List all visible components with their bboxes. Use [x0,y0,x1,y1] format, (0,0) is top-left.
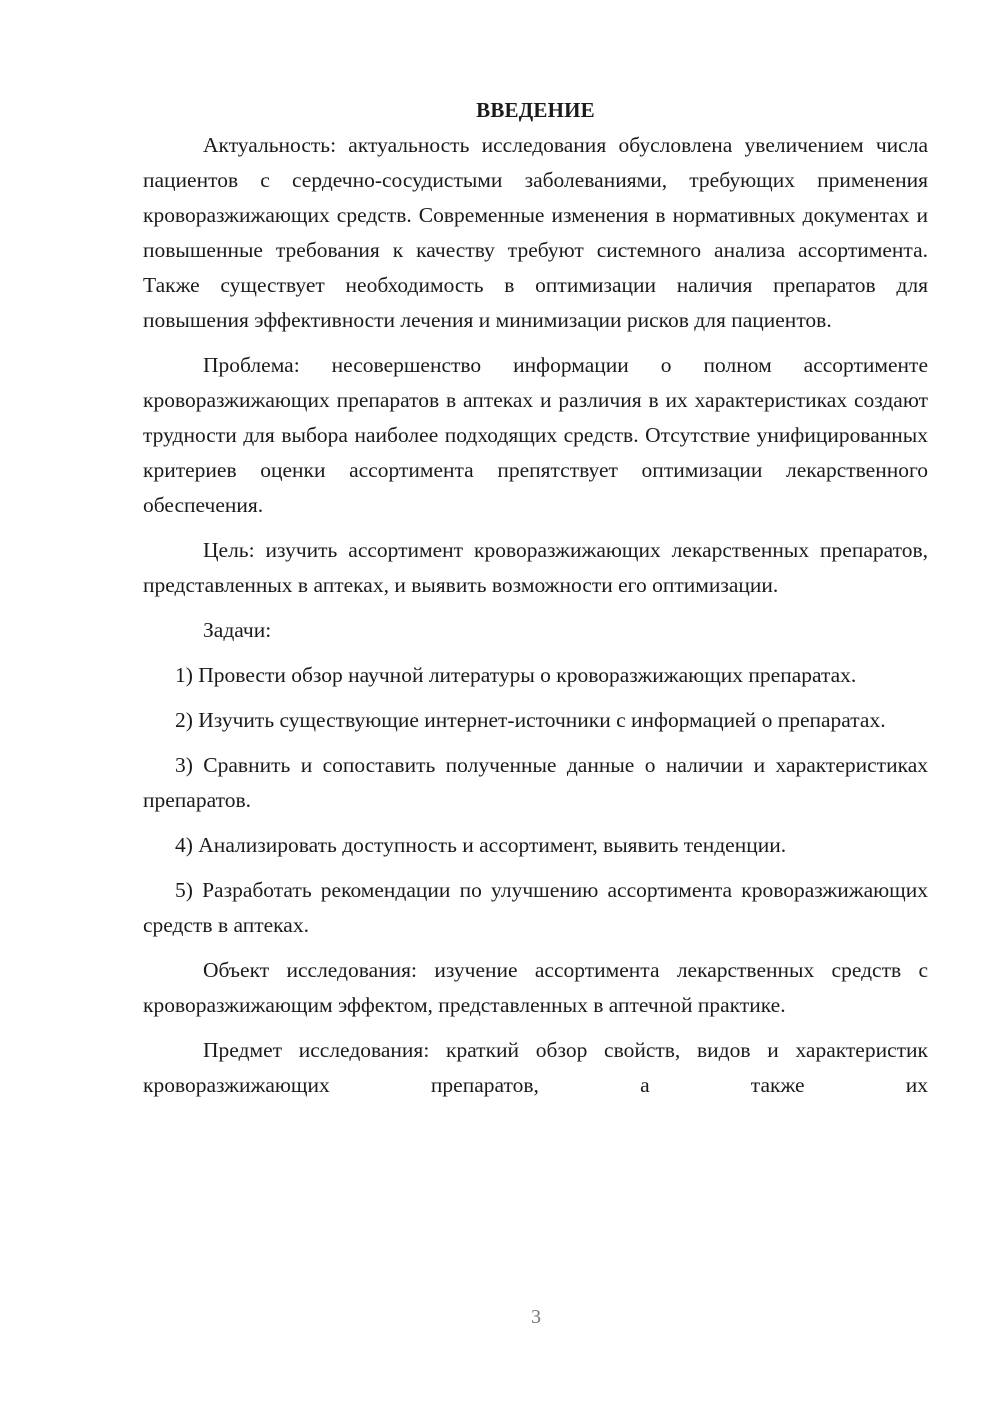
page-number: 3 [531,1306,541,1328]
paragraph-subject: Предмет исследования: краткий обзор свойств, видов и характеристик кроворазжижающих препаратов, а также их [143,1038,928,1097]
tasks-heading: Задачи: [203,618,272,642]
task-item-3: 3) Сравнить и сопоставить полученные данные о наличии и характеристиках препаратов. [143,753,928,812]
paragraph-problem: Проблема: несовершенство информации о полном ассортименте кроворазжижающих препаратов в аптеках и различия в их характеристиках создают трудности для выбора наиболее подходящих средств. Отсутствие унифицированных критериев оценки ассортимента препятствует оптимизации лекарственного обеспечения. [143,353,928,517]
task-item-2: 2) Изучить существующие интернет-источники с информацией о препаратах. [175,708,886,732]
task-item-1: 1) Провести обзор научной литературы о кроворазжижающих препаратах. [175,663,857,687]
task-item-5: 5) Разработать рекомендации по улучшению ассортимента кроворазжижающих средств в аптеках. [143,878,928,937]
paragraph-relevance: Актуальность: актуальность исследования обусловлена увеличением числа пациентов с сердечно-сосудистыми заболеваниями, требующих применения кроворазжижающих средств. Современные изменения в нормативных документах и повышенные требования к качеству требуют системного анализа ассортимента. Также существует необходимость в оптимизации наличия препаратов для повышения эффективности лечения и минимизации рисков для пациентов. [143,133,928,332]
document-page [143,92,928,1103]
paragraph-goal: Цель: изучить ассортимент кроворазжижающих лекарственных препаратов, представленных в аптеках, и выявить возможности его оптимизации. [143,538,928,597]
task-item-4: 4) Анализировать доступность и ассортимент, выявить тенденции. [175,833,787,857]
paragraph-object: Объект исследования: изучение ассортимента лекарственных средств с кроворазжижающим эффектом, представленных в аптечной практике. [143,958,928,1017]
document-title: ВВЕДЕНИЕ [476,98,595,122]
